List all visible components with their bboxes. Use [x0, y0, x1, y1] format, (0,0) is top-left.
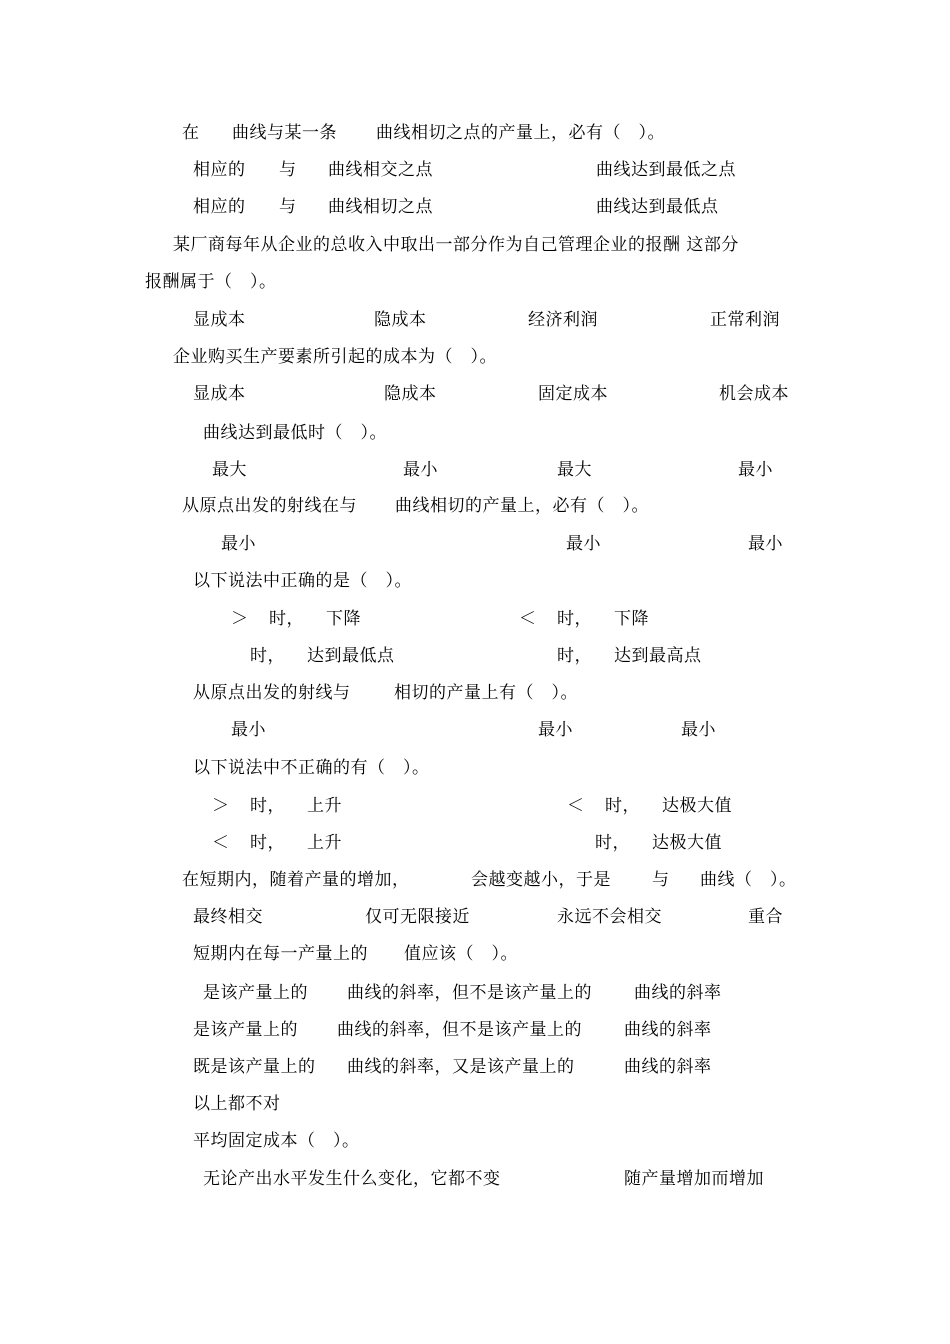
text-fragment: 在	[182, 123, 200, 143]
question-text: 某厂商每年从企业的总收入中取出一部分作为自己管理企业的报酬 这部分	[173, 235, 739, 255]
question-text: 从原点出发的射线与	[193, 683, 351, 703]
question-text: 会越变越小，于是	[471, 870, 611, 890]
option-fragment: 最大	[557, 460, 592, 480]
option-fragment: 最大	[212, 460, 247, 480]
option-fragment: ＞	[212, 796, 230, 816]
option-fragment: 曲线的斜率，但不是该产量上的	[347, 983, 592, 1003]
option-fragment: 曲线达到最低点	[596, 197, 719, 217]
option-fragment: 显成本	[193, 384, 246, 404]
option-fragment: 隐成本	[384, 384, 437, 404]
option-fragment: 时，	[557, 609, 592, 629]
option-fragment: 随产量增加而增加	[624, 1169, 764, 1189]
option-fragment: 无论产出水平发生什么变化，它都不变	[203, 1169, 501, 1189]
option-fragment: 最小	[748, 534, 783, 554]
option-fragment: 与	[279, 197, 297, 217]
option-fragment: 上升	[307, 796, 342, 816]
text-fragment: 曲线相切之点的产量上，必有（ ）。	[376, 123, 665, 143]
option-fragment: 是该产量上的	[193, 1020, 298, 1040]
option-fragment: 上升	[307, 833, 342, 853]
option-fragment: 永远不会相交	[557, 907, 662, 927]
option-fragment: 相应的	[193, 160, 246, 180]
option-fragment: 固定成本	[538, 384, 608, 404]
option-fragment: 既是该产量上的	[193, 1057, 316, 1077]
option-fragment: ＜	[567, 796, 585, 816]
option-fragment: 最小	[403, 460, 438, 480]
option-fragment: 时，	[557, 646, 592, 666]
option-fragment: 最小	[681, 720, 716, 740]
option-fragment: 最小	[538, 720, 573, 740]
option-fragment: 曲线相切之点	[328, 197, 433, 217]
option-fragment: 最小	[566, 534, 601, 554]
option-fragment: 曲线的斜率，又是该产量上的	[347, 1057, 575, 1077]
question-text: 在短期内，随着产量的增加，	[182, 870, 410, 890]
option-fragment: 时，	[269, 609, 304, 629]
question-text: 平均固定成本（ ）。	[193, 1131, 360, 1151]
option-fragment: 达极大值	[652, 833, 722, 853]
option-fragment: 显成本	[193, 310, 246, 330]
option-fragment: 曲线相交之点	[328, 160, 433, 180]
question-text: 以下说法中正确的是（ ）。	[193, 571, 412, 591]
option-fragment: ＜	[519, 609, 537, 629]
option-fragment: 正常利润	[710, 310, 780, 330]
option-fragment: ＜	[212, 833, 230, 853]
option-fragment: 达极大值	[662, 796, 732, 816]
option-fragment: 经济利润	[528, 310, 598, 330]
question-text: 以下说法中不正确的有（ ）。	[193, 758, 430, 778]
option-fragment: 最小	[738, 460, 773, 480]
option-fragment: 下降	[614, 609, 649, 629]
option-fragment: 以上都不对	[193, 1094, 281, 1114]
option-fragment: 曲线的斜率	[634, 983, 722, 1003]
question-text: 曲线达到最低时（ ）。	[203, 423, 387, 443]
option-fragment: 时，	[250, 646, 285, 666]
option-fragment: ＞	[231, 609, 249, 629]
option-fragment: 相应的	[193, 197, 246, 217]
option-fragment: 最小	[231, 720, 266, 740]
option-fragment: 最终相交	[193, 907, 263, 927]
option-fragment: 是该产量上的	[203, 983, 308, 1003]
question-text: 曲线相切的产量上，必有（ ）。	[395, 496, 649, 516]
option-fragment: 时，	[595, 833, 630, 853]
option-fragment: 机会成本	[719, 384, 789, 404]
question-text: 曲线（ ）。	[700, 870, 797, 890]
option-fragment: 达到最低点	[307, 646, 395, 666]
question-text: 企业购买生产要素所引起的成本为（ ）。	[173, 347, 497, 367]
option-fragment: 最小	[221, 534, 256, 554]
option-fragment: 时，	[250, 796, 285, 816]
question-text: 短期内在每一产量上的	[193, 944, 368, 964]
option-fragment: 曲线的斜率，但不是该产量上的	[337, 1020, 582, 1040]
option-fragment: 时，	[605, 796, 640, 816]
option-fragment: 下降	[326, 609, 361, 629]
option-fragment: 达到最高点	[614, 646, 702, 666]
option-fragment: 曲线的斜率	[624, 1057, 712, 1077]
option-fragment: 隐成本	[374, 310, 427, 330]
question-text: 报酬属于（ ）。	[145, 272, 277, 292]
question-text: 值应该（ ）。	[404, 944, 518, 964]
option-fragment: 重合	[748, 907, 783, 927]
option-fragment: 时，	[250, 833, 285, 853]
option-fragment: 曲线达到最低之点	[596, 160, 736, 180]
question-text: 从原点出发的射线在与	[182, 496, 357, 516]
text-fragment: 曲线与某一条	[232, 123, 337, 143]
question-text: 相切的产量上有（ ）。	[394, 683, 578, 703]
question-text: 与	[652, 870, 670, 890]
option-fragment: 与	[279, 160, 297, 180]
option-fragment: 仅可无限接近	[365, 907, 470, 927]
option-fragment: 曲线的斜率	[624, 1020, 712, 1040]
